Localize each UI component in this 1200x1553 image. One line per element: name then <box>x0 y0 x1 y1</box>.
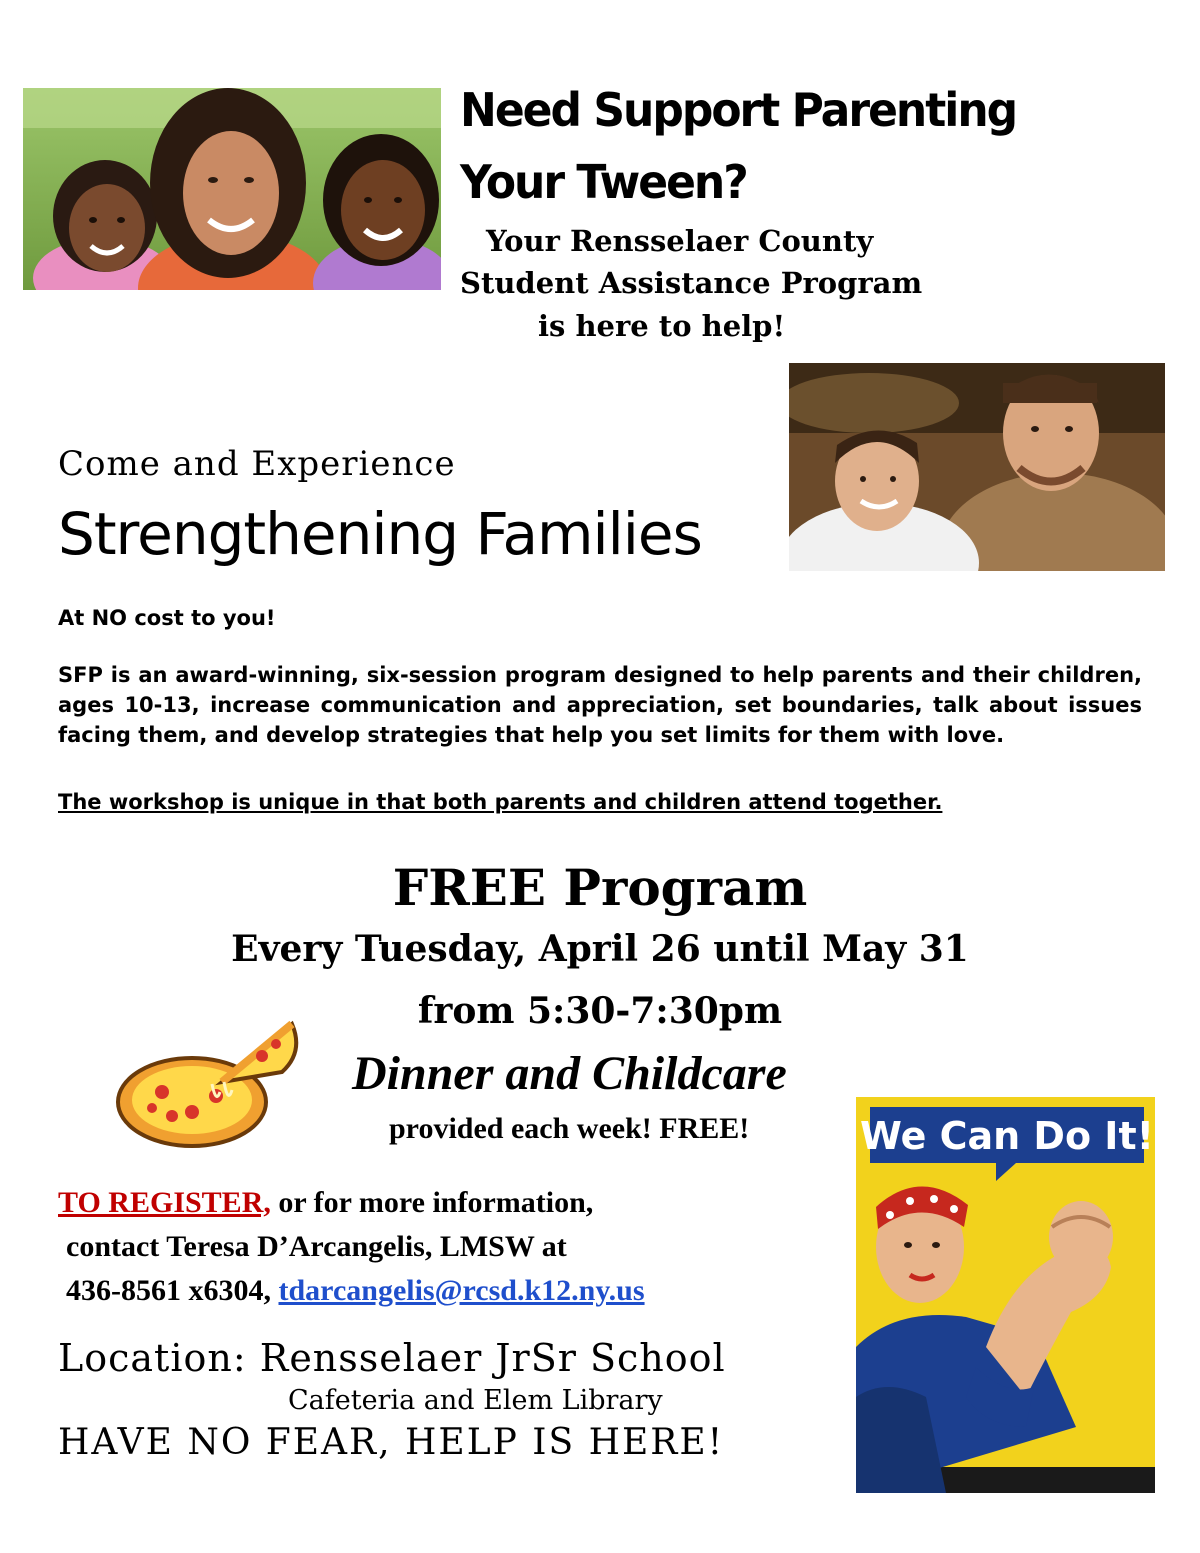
poster-speech: We Can Do It! <box>860 1114 1154 1158</box>
register-line <box>58 1186 593 1220</box>
phone-line <box>66 1274 645 1308</box>
come-and-experience: Come and Experience <box>58 444 456 484</box>
email-link[interactable]: tdarcangelis@rcsd.k12.ny.us <box>278 1274 645 1307</box>
location-room: Cafeteria and Elem Library <box>288 1385 663 1416</box>
location-line: Location: Rensselaer JrSr School <box>58 1336 726 1380</box>
we-can-do-it-poster <box>856 1097 1155 1493</box>
schedule-time: from 5:30-7:30pm <box>417 990 783 1032</box>
schedule-days: Every Tuesday, April 26 until May 31 <box>231 928 969 970</box>
family-photo <box>23 88 441 290</box>
contact-line: contact Teresa D’Arcangelis, LMSW at <box>66 1230 567 1263</box>
provided-note: provided each week! FREE! <box>389 1112 750 1145</box>
phone-number: 436-8561 x6304, <box>66 1274 279 1307</box>
no-cost-note: At NO cost to you! <box>58 606 276 630</box>
program-title: Strengthening Families <box>58 500 702 568</box>
program-description: SFP is an award-winning, six-session program designed to help parents and their children, ages 10-13, increase communication and appreciation, set boundaries, talk about issues facing them, and develop strategies that help you set limits for them with love. <box>58 663 1142 747</box>
unique-note: The workshop is unique in that both parents and children attend together. <box>58 790 943 814</box>
register-rest: or for more information, <box>270 1186 594 1219</box>
dinner-childcare: Dinner and Childcare <box>352 1047 787 1100</box>
register-link[interactable]: TO REGISTER, <box>58 1186 271 1219</box>
subhead-line-3: is here to help! <box>538 309 786 343</box>
pizza-illustration <box>112 1012 307 1152</box>
headline-line-2: Your Tween? <box>460 155 747 210</box>
closing-slogan: HAVE NO FEAR, HELP IS HERE! <box>58 1422 725 1463</box>
subhead-line-2: Student Assistance Program <box>460 266 923 300</box>
free-program-title: FREE Program <box>392 858 808 917</box>
headline-line-1: Need Support Parenting <box>460 83 1017 138</box>
subhead-line-1: Your Rensselaer County <box>486 224 874 258</box>
father-son-photo <box>789 363 1165 571</box>
